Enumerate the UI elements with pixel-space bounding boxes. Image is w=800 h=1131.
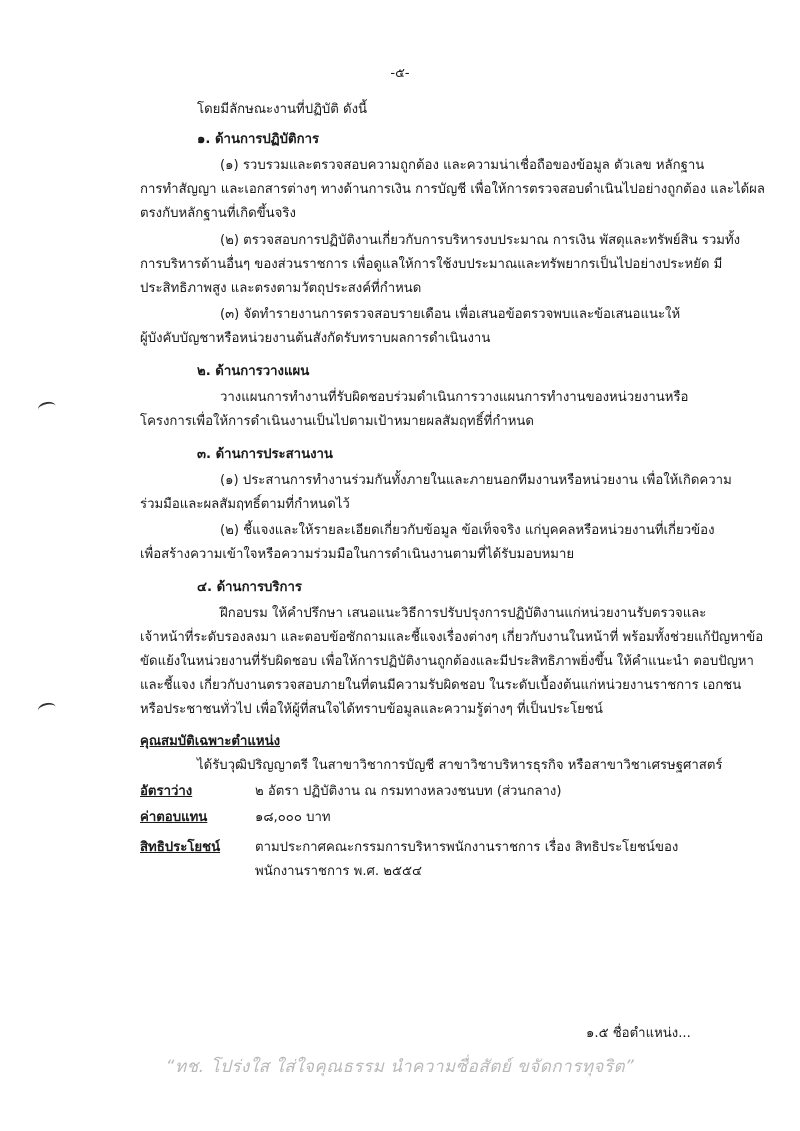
section-1-item-2-line-3: ประสิทธิภาพสูง และตรงตามวัตถุประสงค์ที่กำหนด — [140, 281, 422, 296]
punch-hole-mark — [37, 701, 57, 716]
salary-value: ๑๘,๐๐๐ บาท — [255, 810, 331, 825]
salary-label: ค่าตอบแทน — [140, 810, 208, 825]
section-1-item-1-line-2: การทำสัญญา และเอกสารต่างๆ ทางด้านการเงิน การบัญชี เพื่อให้การตรวจสอบดำเนินไปอย่างถูกต้อง และได้ผล — [140, 182, 765, 197]
vacancy-value: ๒ อัตรา ปฏิบัติงาน ณ กรมทางหลวงชนบท (ส่วนกลาง) — [255, 784, 562, 799]
section-4-line-4: และชี้แจง เกี่ยวกับงานตรวจสอบภายในที่ตนมีความรับผิดชอบ ในระดับเบื้องต้นแก่หน่วยงานราชการ เอกชน — [140, 678, 742, 693]
qualification-text: ได้รับวุฒิปริญญาตรี ในสาขาวิชาการบัญชี สาขาวิชาบริหารธุรกิจ หรือสาขาวิชาเศรษฐศาสตร์ — [197, 758, 723, 773]
benefits-label: สิทธิประโยชน์ — [140, 840, 221, 855]
section-3-item-1-line-1: (๑) ประสานการทำงานร่วมกันทั้งภายในและภายนอกทีมงานหรือหน่วยงาน เพื่อให้เกิดความ — [220, 473, 732, 488]
section-heading-planning: ๒. ด้านการวางแผน — [197, 364, 310, 379]
section-3-item-1-line-2: ร่วมมือและผลสัมฤทธิ์ตามที่กำหนดไว้ — [140, 497, 350, 512]
section-3-item-2-line-2: เพื่อสร้างความเข้าใจหรือความร่วมมือในการดำเนินงานตามที่ได้รับมอบหมาย — [140, 547, 575, 562]
qualification-heading: คุณสมบัติเฉพาะตำแหน่ง — [140, 734, 281, 749]
section-1-item-1-line-3: ตรงกับหลักฐานที่เกิดขึ้นจริง — [140, 206, 296, 221]
section-1-item-2-line-2: การบริหารด้านอื่นๆ ของส่วนราชการ เพื่อดูแลให้การใช้งบประมาณและทรัพยากรเป็นไปอย่างประหยัด มี — [140, 257, 723, 272]
vacancy-label: อัตราว่าง — [140, 784, 193, 799]
section-heading-service: ๔. ด้านการบริการ — [197, 580, 302, 595]
section-4-line-2: เจ้าหน้าที่ระดับรองลงมา และตอบข้อซักถามและชี้แจงเรื่องต่างๆ เกี่ยวกับงานในหน้าที่ พร้อมทั้งช่วยแก้ปัญหาข้อ — [140, 630, 764, 645]
section-1-item-3-line-2: ผู้บังคับบัญชาหรือหน่วยงานต้นสังกัดรับทราบผลการดำเนินงาน — [140, 331, 491, 346]
section-1-item-2-line-1: (๒) ตรวจสอบการปฏิบัติงานเกี่ยวกับการบริหารงบประมาณ การเงิน พัสดุและทรัพย์สิน รวมทั้ง — [220, 233, 741, 248]
section-2-line-1: วางแผนการทำงานที่รับผิดชอบร่วมดำเนินการวางแผนการทำงานของหน่วยงานหรือ — [220, 390, 689, 405]
next-page-reference: ๑.๕ ชื่อตำแหน่ง... — [586, 1026, 691, 1041]
section-4-line-5: หรือประชาชนทั่วไป เพื่อให้ผู้ที่สนใจได้ทราบข้อมูลและความรู้ต่างๆ ที่เป็นประโยชน์ — [140, 702, 603, 717]
section-4-line-3: ขัดแย้งในหน่วยงานที่รับผิดชอบ เพื่อให้การปฏิบัติงานถูกต้องและมีประสิทธิภาพยิ่งขึ้น ให้คำแนะนำ ตอบปัญหา — [140, 654, 754, 669]
section-4-line-1: ฝึกอบรม ให้คำปรึกษา เสนอแนะวิธีการปรับปรุงการปฏิบัติงานแก่หน่วยงานรับตรวจและ — [220, 606, 707, 621]
page-number: -๕- — [390, 66, 410, 81]
footer-motto: “ทช. โปร่งใส ใส่ใจคุณธรรม นำความซื่อสัตย์ ขจัดการทุจริต” — [165, 1057, 635, 1077]
benefits-value-line-2: พนักงานราชการ พ.ศ. ๒๕๕๔ — [255, 864, 422, 879]
intro-text: โดยมีลักษณะงานที่ปฏิบัติ ดังนี้ — [197, 102, 368, 117]
section-2-line-2: โครงการเพื่อให้การดำเนินงานเป็นไปตามเป้าหมายผลสัมฤทธิ์ที่กำหนด — [140, 414, 534, 429]
section-1-item-3-line-1: (๓) จัดทำรายงานการตรวจสอบรายเดือน เพื่อเสนอข้อตรวจพบและข้อเสนอแนะให้ — [220, 307, 681, 322]
punch-hole-mark — [37, 400, 57, 415]
section-1-item-1-line-1: (๑) รวบรวมและตรวจสอบความถูกต้อง และความน่าเชื่อถือของข้อมูล ตัวเลข หลักฐาน — [220, 158, 705, 173]
section-heading-operations: ๑. ด้านการปฏิบัติการ — [197, 132, 320, 147]
section-3-item-2-line-1: (๒) ชี้แจงและให้รายละเอียดเกี่ยวกับข้อมูล ข้อเท็จจริง แก่บุคคลหรือหน่วยงานที่เกี่ยวข้อง — [220, 523, 715, 538]
benefits-value-line-1: ตามประกาศคณะกรรมการบริหารพนักงานราชการ เรื่อง สิทธิประโยชน์ของ — [255, 840, 679, 855]
section-heading-coordination: ๓. ด้านการประสานงาน — [197, 447, 333, 462]
